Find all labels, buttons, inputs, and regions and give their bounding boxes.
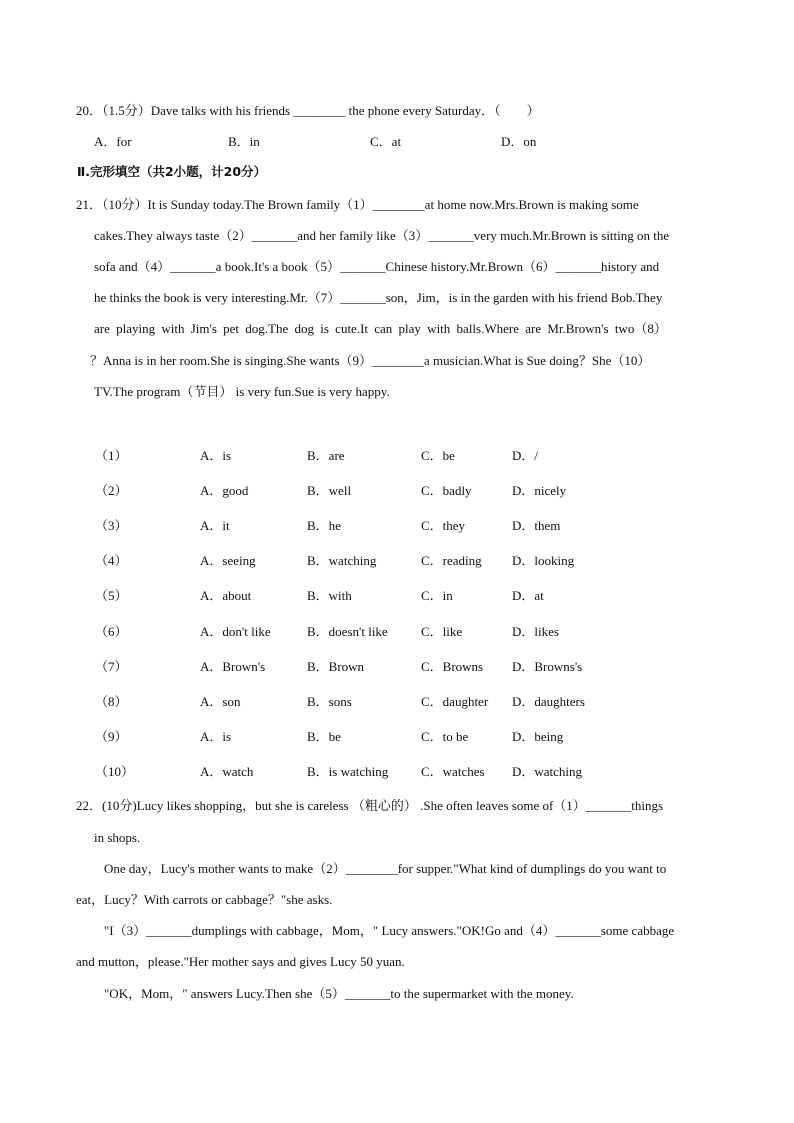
q20-option-c[interactable]: C．at <box>370 134 402 149</box>
q21-choice-number: （10） <box>95 764 135 779</box>
q21-option-b[interactable]: B．sons <box>307 694 352 709</box>
q21-option-c[interactable]: C．be <box>421 448 455 463</box>
q21-option-b[interactable]: B．well <box>307 483 352 498</box>
q21-line-6: ？Anna is in her room.She is singing.She wants（9）________a musician.What is Sue doing？She（10） <box>90 353 651 368</box>
q21-option-d[interactable]: D．being <box>512 729 564 744</box>
section-title: Ⅱ.完形填空（共2小题，计20分） <box>77 164 267 179</box>
q21-option-d[interactable]: D．watching <box>512 764 583 779</box>
q21-option-b[interactable]: B．watching <box>307 553 377 568</box>
q21-option-a[interactable]: A．about <box>200 588 252 603</box>
q22-line-6: and mutton，please."Her mother says and gives Lucy 50 yuan. <box>76 954 405 969</box>
q21-choice-number: （5） <box>95 588 128 603</box>
q21-option-c[interactable]: C．to be <box>421 729 469 744</box>
q21-choice-number: （9） <box>95 729 128 744</box>
q20-option-d[interactable]: D．on <box>501 134 537 149</box>
q21-option-a[interactable]: A．seeing <box>200 553 256 568</box>
q21-option-c[interactable]: C．in <box>421 588 453 603</box>
q21-option-b[interactable]: B．is watching <box>307 764 389 779</box>
q20-option-a[interactable]: A．for <box>94 134 132 149</box>
q21-option-b[interactable]: B．Brown <box>307 659 365 674</box>
q21-option-a[interactable]: A．watch <box>200 764 254 779</box>
q21-line-2: cakes.They always taste（2）_______and her family like（3）_______very much.Mr.Brown is sitting on the <box>94 228 670 243</box>
q21-option-c[interactable]: C．badly <box>421 483 472 498</box>
q21-option-b[interactable]: B．are <box>307 448 345 463</box>
q21-line-4: he thinks the book is very interesting.Mr.（7）_______son，Jim，is in the garden with his friend Bob.They <box>94 290 663 305</box>
q21-choice-number: （1） <box>95 448 128 463</box>
q21-line-5: are playing with Jim's pet dog.The dog is cute.It can play with balls.Where are Mr.Brown's two（8） <box>94 321 667 336</box>
q21-option-a[interactable]: A．it <box>200 518 230 533</box>
q20-stem: 20．（1.5分）Dave talks with his friends ________ the phone every Saturday．（ ） <box>76 103 540 118</box>
q21-choice-number: （3） <box>95 518 128 533</box>
q21-choice-number: （6） <box>95 624 128 639</box>
q21-choice-number: （2） <box>95 483 128 498</box>
q21-line-7: TV.The program（节目） is very fun.Sue is very happy. <box>94 384 390 399</box>
q21-option-c[interactable]: C．Browns <box>421 659 484 674</box>
q21-option-d[interactable]: D．looking <box>512 553 575 568</box>
q21-option-b[interactable]: B．be <box>307 729 341 744</box>
q21-option-a[interactable]: A．Brown's <box>200 659 266 674</box>
q21-option-a[interactable]: A．good <box>200 483 249 498</box>
q21-option-a[interactable]: A．is <box>200 448 232 463</box>
q21-option-a[interactable]: A．is <box>200 729 232 744</box>
q22-line-7: "OK，Mom，" answers Lucy.Then she（5）_______to the supermarket with the money. <box>104 986 574 1001</box>
q21-option-a[interactable]: A．don't like <box>200 624 271 639</box>
q21-option-d[interactable]: D．Browns's <box>512 659 583 674</box>
q21-option-c[interactable]: C．like <box>421 624 463 639</box>
q22-line-5: "I（3）_______dumplings with cabbage，Mom，" Lucy answers."OK!Go and（4）_______some cabbage <box>104 923 675 938</box>
q21-line-1: 21．（10分）It is Sunday today.The Brown family（1）________at home now.Mrs.Brown is making some <box>76 197 639 212</box>
q21-line-3: sofa and（4）_______a book.It's a book（5）_______Chinese history.Mr.Brown（6）_______history and <box>94 259 660 274</box>
q21-option-c[interactable]: C．they <box>421 518 466 533</box>
q21-option-d[interactable]: D．nicely <box>512 483 567 498</box>
q22-line-4: eat，Lucy？With carrots or cabbage？"she asks. <box>76 892 333 907</box>
q21-option-d[interactable]: D．/ <box>512 448 539 463</box>
q20-option-b[interactable]: B．in <box>228 134 260 149</box>
q21-option-b[interactable]: B．with <box>307 588 352 603</box>
q21-option-b[interactable]: B．he <box>307 518 341 533</box>
q21-option-d[interactable]: D．daughters <box>512 694 585 709</box>
q22-line-1: 22．(10分)Lucy likes shopping，but she is careless （粗心的） .She often leaves some of（1）_______things <box>76 798 664 813</box>
q21-option-c[interactable]: C．reading <box>421 553 482 568</box>
q21-option-d[interactable]: D．likes <box>512 624 559 639</box>
q21-choice-number: （8） <box>95 694 128 709</box>
q21-option-d[interactable]: D．at <box>512 588 544 603</box>
q21-choice-number: （4） <box>95 553 128 568</box>
q21-option-d[interactable]: D．them <box>512 518 561 533</box>
q21-choice-number: （7） <box>95 659 128 674</box>
q21-option-c[interactable]: C．daughter <box>421 694 489 709</box>
q22-line-2: in shops. <box>94 830 141 845</box>
q21-option-c[interactable]: C．watches <box>421 764 485 779</box>
q21-option-b[interactable]: B．doesn't like <box>307 624 388 639</box>
q21-option-a[interactable]: A．son <box>200 694 241 709</box>
q22-line-3: One day，Lucy's mother wants to make（2）________for supper."What kind of dumplings do you want to <box>104 861 667 876</box>
